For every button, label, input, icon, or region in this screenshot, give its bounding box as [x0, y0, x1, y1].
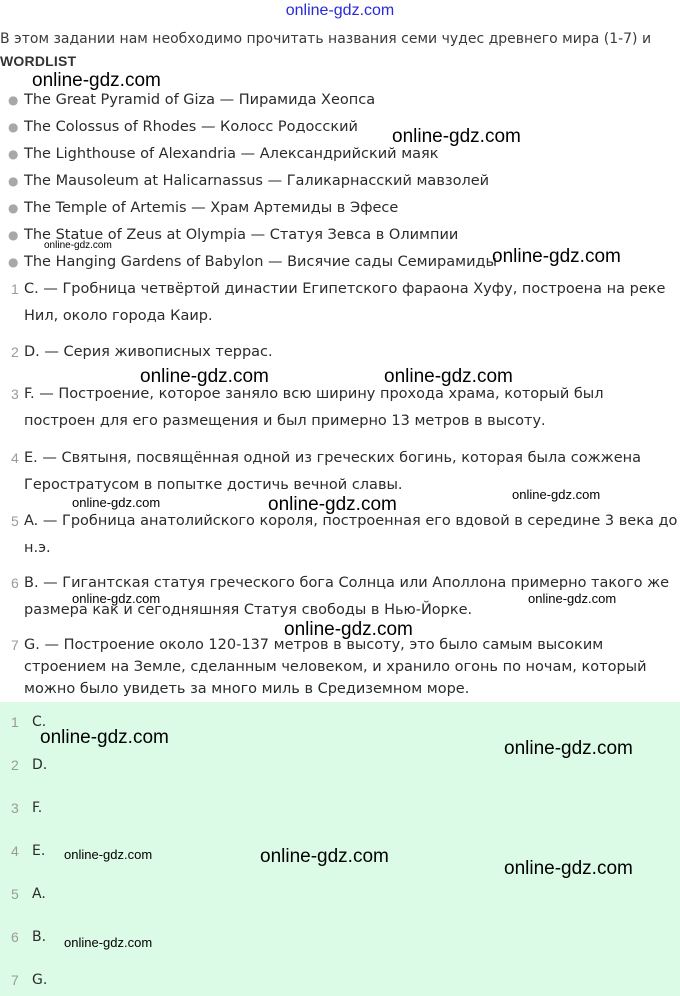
watermark: online-gdz.com [504, 858, 633, 879]
task-item [0, 276, 680, 330]
wordlist-item-text: The Mausoleum at Halicarnassus — Галикарнасский мавзолей [24, 173, 490, 189]
answer-value: F. [32, 800, 43, 816]
watermark: online-gdz.com [268, 494, 397, 515]
intro-text: В этом задании нам необходимо прочитать названия семи чудес древнего мира (1-7) и [0, 31, 652, 47]
watermark: online-gdz.com [64, 847, 153, 862]
answer-number: 4 [11, 843, 19, 859]
watermark: online-gdz.com [72, 591, 161, 606]
task-number: 3 [11, 386, 19, 402]
bullet-icon: ● [8, 93, 19, 107]
wordlist-item [8, 143, 439, 165]
task-text: F. — Построение, которое заняло всю ширину прохода храма, который был построен для его размещения и был примерно 13 метров в высоту. [24, 386, 604, 429]
bullet-icon: ● [8, 201, 19, 215]
watermark: online-gdz.com [384, 366, 513, 387]
watermark: online-gdz.com [64, 935, 153, 950]
task-text: A. — Гробница анатолийского короля, построенная его вдовой в середине 3 века до н.э. [24, 513, 678, 556]
bullet-icon: ● [8, 228, 19, 242]
watermark: online-gdz.com [528, 591, 617, 606]
answer-value: E. [32, 843, 46, 859]
wordlist-heading: WORDLIST [0, 53, 77, 69]
watermark: online-gdz.com [392, 126, 521, 147]
wordlist-item-text: The Statue of Zeus at Olympia — Статуя Зевса в Олимпии [24, 227, 459, 243]
task-item [0, 634, 680, 700]
answer-value: B. [32, 929, 47, 945]
task-text: D. — Серия живописных террас. [24, 344, 273, 360]
task-item [0, 570, 680, 624]
task-text: С. — Гробница четвёртой династии Египетского фараона Хуфу, построена на реке Нил, около города Каир. [24, 281, 666, 324]
watermark: online-gdz.com [72, 495, 161, 510]
wordlist-item-text: The Great Pyramid of Giza — Пирамида Хеопса [24, 92, 376, 108]
task-text: B. — Гигантская статуя греческого бога Солнца или Аполлона примерно такого же размера как и сегодняшняя Статуя свободы в Нью-Йорке. [24, 575, 670, 618]
wordlist-item-text: The Lighthouse of Alexandria — Александрийский маяк [24, 146, 439, 162]
task-text: E. — Святыня, посвящённая одной из греческих богинь, которая была сожжена Геростратусом в попытке достичь вечной славы. [24, 450, 642, 493]
task-text: G. — Построение около 120-137 метров в высоту, это было самым высоким строением на Земле, сделанным человеком, и хранило огонь по ночам, который можно было увидеть за много миль в Средиземном море. [24, 637, 647, 697]
bullet-icon: ● [8, 255, 19, 269]
task-item [0, 381, 680, 435]
answer-value: G. [32, 972, 48, 988]
watermark: online-gdz.com [32, 70, 161, 91]
task-number: 7 [11, 637, 19, 653]
site-header-link[interactable]: online-gdz.com [285, 2, 395, 19]
answer-value: D. [32, 757, 48, 773]
task-item [0, 508, 680, 562]
wordlist-item [8, 89, 375, 111]
bullet-icon: ● [8, 174, 19, 188]
watermark: online-gdz.com [40, 727, 169, 748]
watermark: online-gdz.com [512, 487, 601, 502]
task-number: 5 [11, 513, 19, 529]
wordlist-item [8, 224, 458, 246]
answer-value: C. [32, 714, 47, 730]
watermark: online-gdz.com [44, 240, 112, 251]
answer-panel [0, 702, 680, 996]
wordlist-item-text: The Temple of Artemis — Храм Артемиды в Эфесе [24, 200, 399, 216]
wordlist-item [8, 116, 358, 138]
watermark: online-gdz.com [504, 738, 633, 759]
task-item [0, 445, 680, 499]
answer-number: 1 [11, 714, 19, 730]
watermark: online-gdz.com [140, 366, 269, 387]
task-item [0, 339, 680, 366]
task-number: 1 [11, 281, 19, 297]
wordlist-item-text: The Colossus of Rhodes — Колосс Родосский [24, 119, 358, 135]
task-number: 4 [11, 450, 19, 466]
watermark: online-gdz.com [492, 246, 621, 267]
answer-number: 2 [11, 757, 19, 773]
bullet-icon: ● [8, 120, 19, 134]
wordlist-item [8, 197, 398, 219]
watermark: online-gdz.com [260, 846, 389, 867]
answer-number: 5 [11, 886, 19, 902]
bullet-icon: ● [8, 147, 19, 161]
task-number: 2 [11, 344, 19, 360]
answer-number: 7 [11, 972, 19, 988]
answer-number: 6 [11, 929, 19, 945]
task-number: 6 [11, 575, 19, 591]
wordlist-item-text: The Hanging Gardens of Babylon — Висячие сады Семирамиды [24, 254, 497, 270]
answer-number: 3 [11, 800, 19, 816]
wordlist-item [8, 170, 489, 192]
answer-value: A. [32, 886, 46, 902]
wordlist-item [8, 251, 497, 273]
watermark: online-gdz.com [284, 619, 413, 640]
